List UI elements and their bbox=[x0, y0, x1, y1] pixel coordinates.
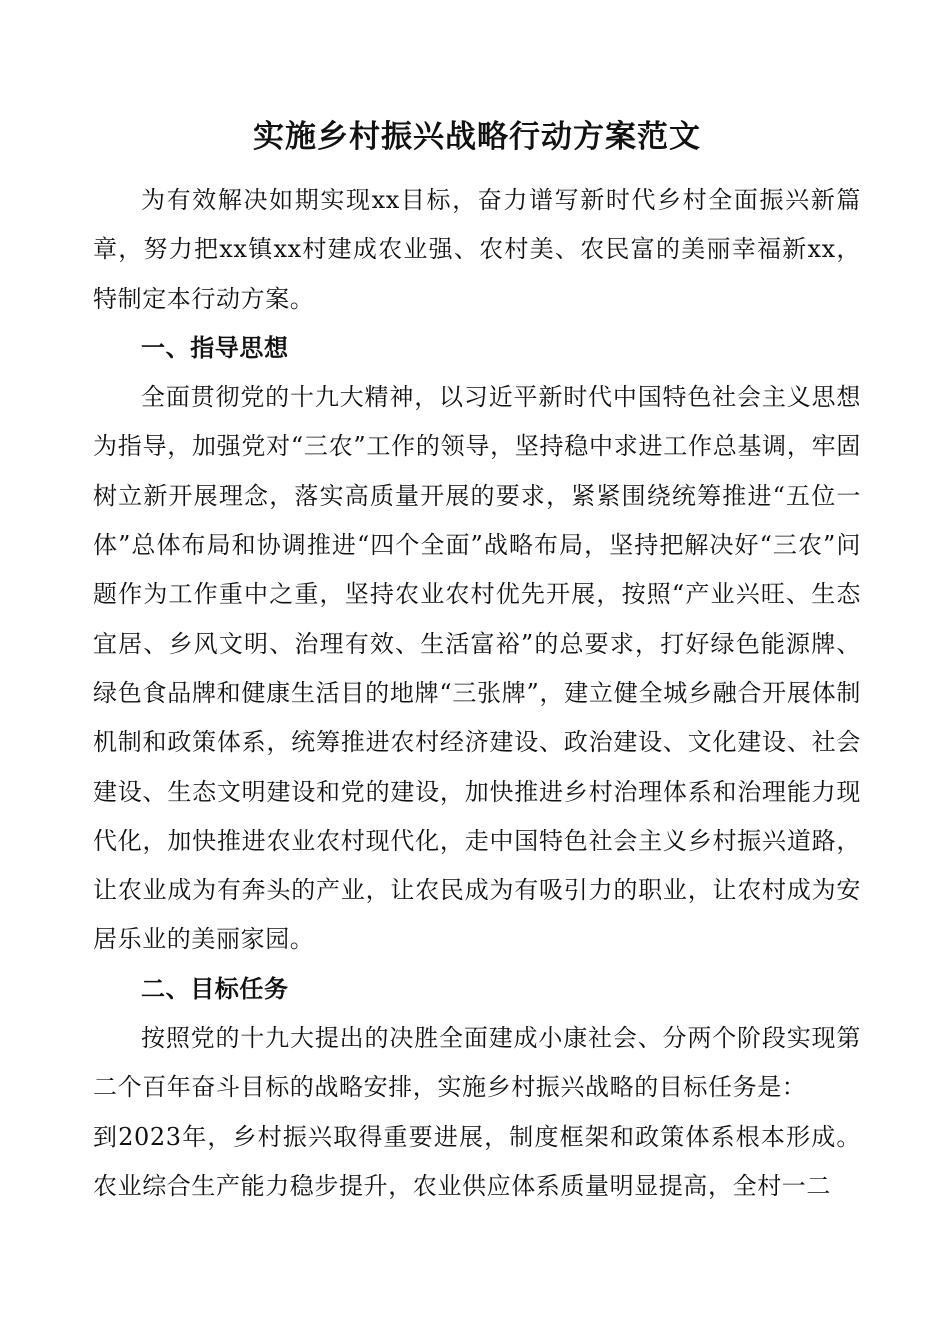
section-heading-goals-tasks: 二、目标任务 bbox=[141, 974, 289, 1003]
document-title: 实施乡村振兴战略行动方案范文 bbox=[253, 119, 701, 155]
section-heading-guiding-ideology: 一、指导思想 bbox=[141, 333, 289, 362]
goals-tasks-paragraph: 按照党的十九大提出的决胜全面建成小康社会、分两个阶段实现第二个百年奋斗目标的战略安排，实施乡村振兴战略的目标任务是： bbox=[93, 1024, 861, 1102]
goals-2023-paragraph: 到2023年，乡村振兴取得重要进展，制度框架和政策体系根本形成。农业综合生产能力稳步提升，农业供应体系质量明显提高，全村一二 bbox=[93, 1122, 861, 1200]
guiding-ideology-paragraph: 全面贯彻党的十九大精神，以习近平新时代中国特色社会主义思想为指导，加强党对“三农”工作的领导，坚持稳中求进工作总基调，牢固树立新开展理念，落实高质量开展的要求，紧紧围绕统筹推进“五位一体”总体布局和协调推进“四个全面”战略布局，坚持把解决好“三农”问题作为工作重中之重，坚持农业农村优先开展，按照“产业兴旺、生态宜居、乡风文明、治理有效、生活富裕”的总要求，打好绿色能源牌、绿色食品牌和健康生活目的地牌“三张牌”，建立健全城乡融合开展体制机制和政策体系，统筹推进农村经济建设、政治建设、文化建设、社会建设、生态文明建设和党的建设，加快推进乡村治理体系和治理能力现代化，加快推进农业农村现代化，走中国特色社会主义乡村振兴道路，让农业成为有奔头的产业，让农民成为有吸引力的职业，让农村成为安居乐业的美丽家园。 bbox=[93, 383, 861, 954]
document-page bbox=[93, 112, 861, 1211]
intro-paragraph: 为有效解决如期实现xx目标，奋力谱写新时代乡村全面振兴新篇章，努力把xx镇xx村建成农业强、农村美、农民富的美丽幸福新xx，特制定本行动方案。 bbox=[93, 186, 861, 313]
